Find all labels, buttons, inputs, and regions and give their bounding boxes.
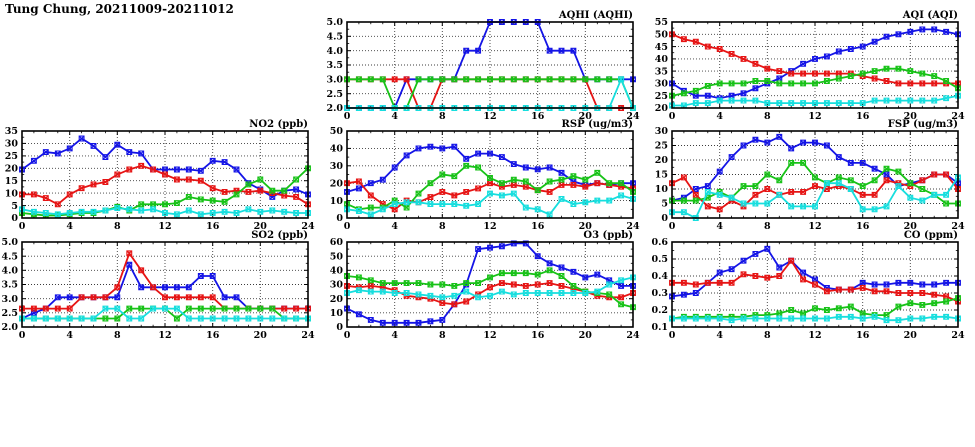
x-tick-label: 4 (716, 221, 724, 232)
x-tick-label: 12 (483, 111, 497, 122)
y-tick-label: 10 (4, 188, 18, 200)
y-tick-label: 50 (654, 29, 668, 41)
y-tick-label: 15 (654, 169, 668, 181)
chart-title-o3: O3 (ppb) (583, 230, 633, 241)
x-tick-label: 16 (856, 221, 870, 232)
x-tick-label: 4 (66, 330, 74, 341)
x-tick-label: 24 (301, 221, 315, 232)
y-tick-label: 0 (336, 322, 343, 334)
y-tick-label: 20 (4, 163, 18, 175)
x-tick-label: 20 (903, 111, 917, 122)
y-tick-label: 4.5 (326, 31, 343, 43)
chart-o3 (330, 230, 640, 341)
x-tick-label: 0 (18, 330, 26, 341)
y-tick-label: 0.2 (651, 305, 668, 317)
y-tick-label: 3.5 (1, 279, 18, 291)
y-tick-label: 30 (654, 126, 668, 138)
x-tick-label: 8 (763, 330, 771, 341)
x-tick-label: 0 (668, 221, 676, 232)
chart-title-rsp: RSP (ug/m3) (561, 119, 633, 130)
x-tick-label: 20 (903, 221, 917, 232)
y-tick-label: 4.0 (326, 45, 343, 57)
chart-title-aqi: AQI (AQI) (902, 10, 958, 21)
page-title: Tung Chung, 20211009-20211012 (5, 2, 234, 16)
x-tick-label: 24 (951, 330, 965, 341)
y-tick-label: 20 (654, 155, 668, 167)
x-tick-label: 20 (903, 330, 917, 341)
y-tick-label: 0.5 (651, 254, 668, 266)
y-tick-label: 2.0 (326, 103, 343, 115)
chart-fsp (655, 119, 965, 232)
y-tick-label: 40 (329, 143, 343, 155)
x-tick-label: 24 (626, 221, 640, 232)
x-tick-label: 0 (343, 330, 351, 341)
x-tick-label: 4 (716, 111, 724, 122)
x-tick-label: 4 (391, 111, 399, 122)
x-tick-label: 8 (438, 111, 446, 122)
series-blue (672, 29, 958, 98)
x-tick-label: 20 (578, 221, 592, 232)
chart-title-aqhi: AQHI (AQHI) (558, 10, 633, 21)
chart-co (651, 230, 965, 341)
x-tick-label: 0 (343, 221, 351, 232)
y-tick-label: 3.0 (326, 74, 343, 86)
y-tick-label: 10 (329, 308, 343, 319)
y-tick-label: 50 (329, 251, 343, 263)
y-tick-label: 50 (329, 126, 343, 138)
x-tick-label: 24 (951, 221, 965, 232)
y-tick-label: 5 (661, 198, 668, 210)
x-tick-label: 12 (483, 221, 497, 232)
y-tick-label: 45 (654, 41, 668, 53)
y-tick-label: 20 (329, 178, 343, 190)
y-tick-label: 35 (654, 66, 668, 78)
y-tick-label: 5.0 (1, 237, 18, 249)
x-tick-label: 24 (301, 330, 315, 341)
x-tick-label: 0 (668, 330, 676, 341)
x-tick-label: 20 (253, 330, 267, 341)
y-tick-label: 30 (329, 161, 343, 172)
x-tick-label: 4 (391, 221, 399, 232)
y-tick-label: 40 (329, 265, 343, 277)
y-tick-label: 0.1 (651, 322, 668, 334)
y-tick-label: 15 (4, 175, 18, 187)
y-tick-label: 30 (4, 138, 18, 150)
chart-aqi (655, 10, 965, 122)
y-tick-label: 3.0 (1, 293, 18, 305)
y-tick-label: 55 (654, 17, 668, 29)
y-tick-label: 0.3 (651, 288, 668, 300)
x-tick-label: 8 (763, 221, 771, 232)
y-tick-label: 5.0 (326, 17, 343, 29)
y-tick-label: 25 (654, 140, 668, 152)
series-red-markers (20, 251, 311, 311)
x-tick-label: 16 (531, 221, 545, 232)
x-tick-label: 20 (578, 330, 592, 341)
x-tick-label: 12 (808, 111, 822, 122)
chart-title-fsp: FSP (ug/m3) (887, 119, 958, 130)
chart-title-no2: NO2 (ppb) (249, 119, 308, 130)
y-tick-label: 5 (11, 200, 18, 212)
series-blue-markers (20, 262, 311, 321)
x-tick-label: 20 (578, 111, 592, 122)
chart-so2 (1, 230, 315, 341)
x-tick-label: 4 (716, 330, 724, 341)
chart-title-co: CO (ppm) (903, 230, 958, 241)
x-tick-label: 8 (113, 221, 121, 232)
x-tick-label: 8 (113, 330, 121, 341)
chart-aqhi (326, 10, 640, 122)
y-tick-label: 20 (329, 293, 343, 305)
series-red (22, 253, 308, 308)
series-blue-markers (345, 144, 636, 194)
x-tick-label: 4 (391, 330, 399, 341)
x-tick-label: 16 (531, 330, 545, 341)
y-tick-label: 30 (329, 279, 343, 291)
y-tick-label: 0.6 (651, 237, 668, 249)
x-tick-label: 12 (158, 221, 172, 232)
y-tick-label: 0.4 (651, 271, 668, 283)
x-tick-label: 24 (626, 330, 640, 341)
y-tick-label: 0 (11, 213, 18, 225)
x-tick-label: 12 (808, 330, 822, 341)
x-tick-label: 16 (206, 221, 220, 232)
y-tick-label: 60 (329, 237, 343, 249)
y-tick-label: 3.5 (326, 60, 343, 72)
y-tick-label: 10 (329, 195, 343, 207)
y-tick-label: 4.0 (1, 265, 18, 277)
x-tick-label: 16 (206, 330, 220, 341)
x-tick-label: 8 (438, 221, 446, 232)
y-tick-label: 25 (4, 151, 18, 163)
x-tick-label: 4 (66, 221, 74, 232)
y-tick-label: 25 (654, 90, 668, 102)
x-tick-label: 24 (626, 111, 640, 122)
y-tick-label: 2.5 (326, 88, 343, 100)
x-tick-label: 8 (763, 111, 771, 122)
x-tick-label: 16 (856, 330, 870, 341)
y-tick-label: 0 (661, 213, 668, 225)
x-tick-label: 24 (951, 111, 965, 122)
x-tick-label: 16 (531, 111, 545, 122)
y-tick-label: 35 (4, 126, 18, 138)
x-tick-label: 8 (438, 330, 446, 341)
x-tick-label: 20 (253, 221, 267, 232)
x-tick-label: 0 (18, 221, 26, 232)
x-tick-label: 12 (158, 330, 172, 341)
y-tick-label: 30 (654, 78, 668, 90)
x-tick-label: 12 (808, 221, 822, 232)
y-tick-label: 2.5 (1, 308, 18, 319)
y-tick-label: 40 (654, 54, 668, 66)
chart-title-so2: SO2 (ppb) (251, 230, 308, 241)
y-tick-label: 0 (336, 213, 343, 225)
y-tick-label: 2.0 (1, 322, 18, 334)
chart-rsp (330, 119, 640, 232)
x-tick-label: 0 (343, 111, 351, 122)
y-tick-label: 4.5 (1, 251, 18, 263)
series-blue-markers (670, 27, 961, 101)
chart-no2 (5, 119, 315, 232)
x-tick-label: 0 (668, 111, 676, 122)
x-tick-label: 12 (483, 330, 497, 341)
y-tick-label: 10 (654, 184, 668, 196)
x-tick-label: 16 (856, 111, 870, 122)
y-tick-label: 20 (654, 103, 668, 115)
